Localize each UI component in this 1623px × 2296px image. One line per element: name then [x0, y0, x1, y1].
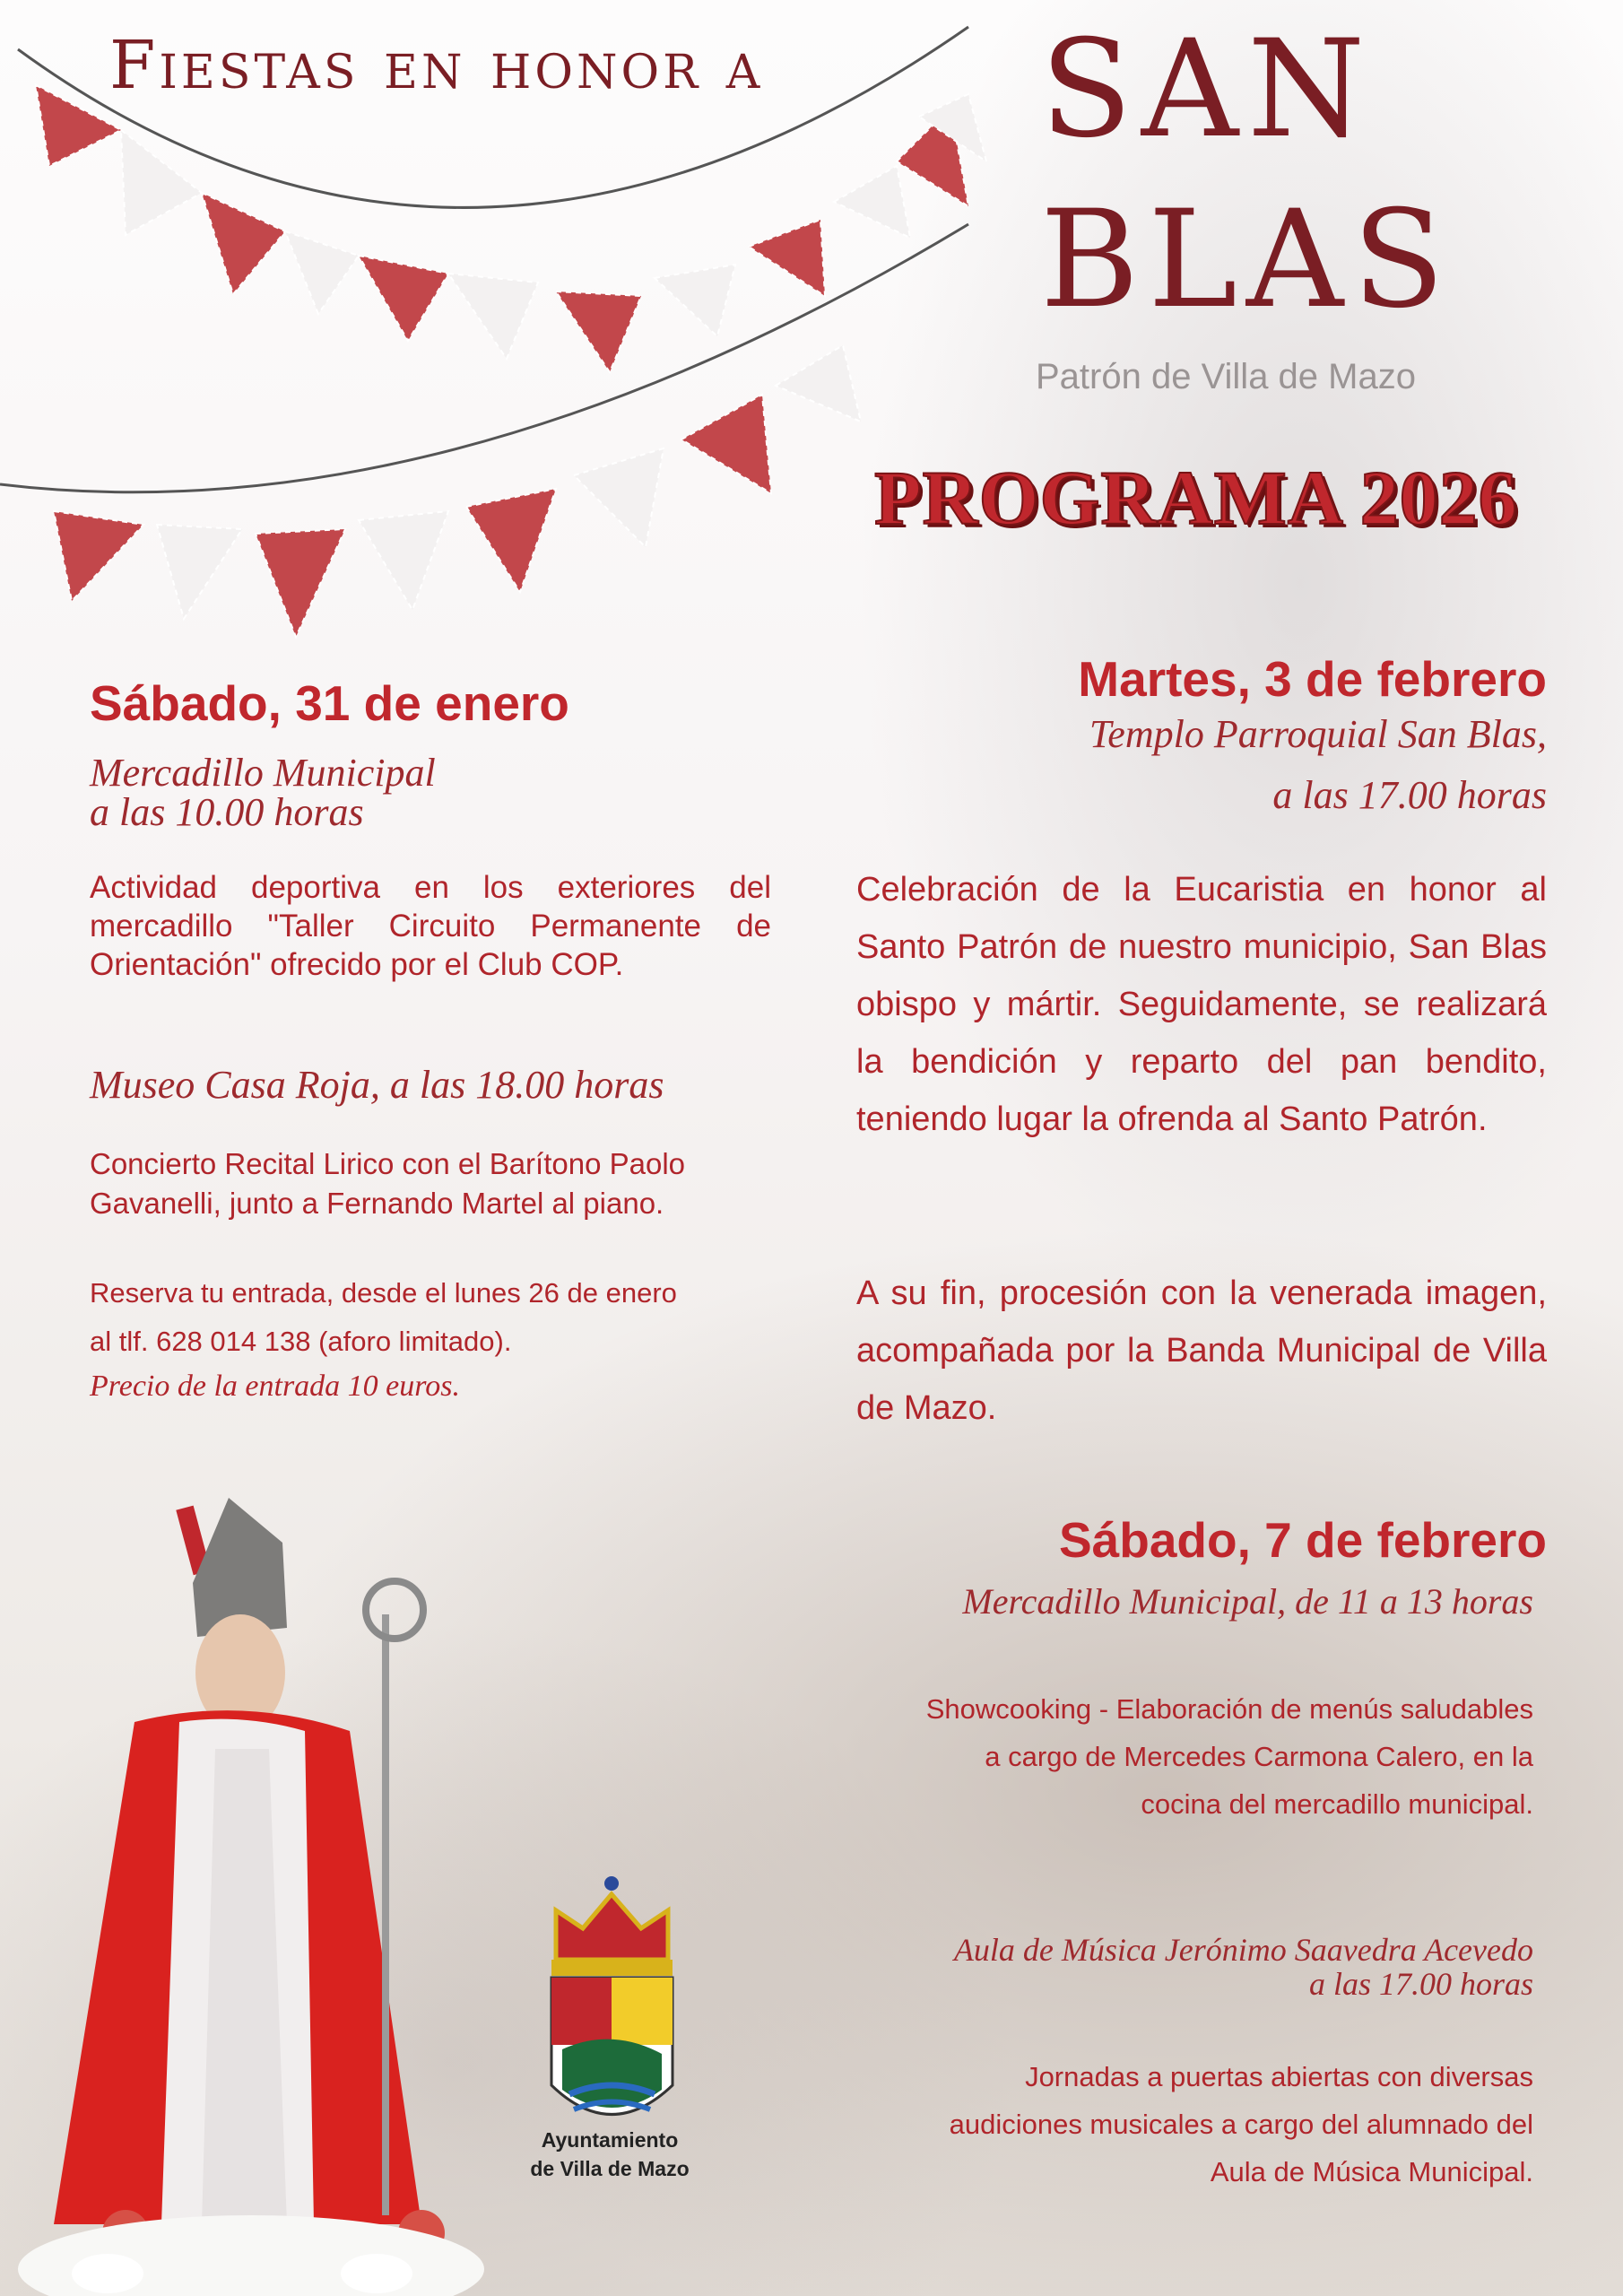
bunting-flag [121, 130, 202, 235]
day2-time: a las 17.00 horas [1272, 773, 1547, 817]
bunting-flag [681, 395, 771, 493]
programa-title: PROGRAMA 2026 [874, 455, 1518, 541]
day3-showcooking-line3: cocina del mercadillo municipal. [1141, 1788, 1533, 1820]
day3-place: Mercadillo Municipal, de 11 a 13 horas [962, 1581, 1533, 1622]
bunting-flag [54, 511, 143, 601]
day1-reserve-line1: Reserva tu entrada, desde el lunes 26 de enero [90, 1277, 677, 1309]
bunting-flag [202, 193, 285, 294]
bunting-flag [256, 529, 345, 637]
day1-concert: Concierto Recital Lirico con el Barítono Paolo Gavanelli, junto a Fernando Martel al piano. [90, 1147, 686, 1220]
day3-time2: a las 17.00 horas [1308, 1966, 1533, 2002]
day3-jornadas-line1: Jornadas a puertas abiertas con diversas [1025, 2061, 1533, 2092]
title-blas: BLAS [1040, 182, 1454, 338]
title-san: SAN [1040, 12, 1375, 168]
bunting-flag [359, 511, 448, 610]
day1-time: a las 10.00 horas [90, 790, 364, 834]
bunting-flag [556, 291, 641, 372]
day2-heading: Martes, 3 de febrero [1078, 651, 1547, 707]
bunting-flag [776, 345, 861, 422]
day1-place: Mercadillo Municipal [90, 751, 436, 795]
bunting-flag [285, 231, 359, 314]
day1-heading: Sábado, 31 de enero [90, 675, 569, 731]
day2-place: Templo Parroquial San Blas, [1089, 712, 1547, 756]
patron-subtitle: Patrón de Villa de Mazo [1036, 357, 1416, 396]
bunting-flag [834, 166, 910, 238]
ayuntamiento-name-line2: de Villa de Mazo [530, 2157, 690, 2180]
bunting-flag [157, 525, 242, 619]
festival-title-line: Fiestas en honor a [109, 27, 764, 104]
day3-showcooking-line2: a cargo de Mercedes Carmona Calero, en la [985, 1741, 1533, 1772]
bunting-flag [36, 85, 121, 166]
day3-showcooking-line1: Showcooking - Elaboración de menús saludables [925, 1693, 1533, 1725]
day1-reserve-line2: al tlf. 628 014 138 (aforo limitado). [90, 1326, 512, 1357]
bunting-flag [359, 256, 448, 341]
bunting-flag [448, 274, 538, 359]
day1-activity: Actividad deportiva en los exteriores del mercadillo "Taller Circuito Permanente de Orientación" ofrecido por el Club COP. [90, 870, 771, 982]
day3-heading: Sábado, 7 de febrero [1058, 1512, 1547, 1568]
day1-price: Precio de la entrada 10 euros. [90, 1370, 460, 1403]
bunting-flag [574, 448, 664, 547]
san-blas-statue-image [0, 1480, 502, 2296]
day3-jornadas-line3: Aula de Música Municipal. [1210, 2156, 1533, 2187]
day3-jornadas-line2: audiciones musicales a cargo del alumnado del [949, 2109, 1533, 2140]
bunting-flag [749, 220, 825, 296]
day1-place2: Museo Casa Roja, a las 18.00 horas [90, 1063, 664, 1107]
day3-place2: Aula de Música Jerónimo Saavedra Acevedo [953, 1932, 1533, 1968]
day2-celebration: Celebración de la Eucaristia en honor al Santo Patrón de nuestro municipio, San Blas obispo y mártir. Seguidamente, se realizará la bendición y reparto del pan bendito, teniendo lugar la ofrenda al Santo Patrón. [856, 871, 1547, 1138]
bunting-flag [655, 265, 735, 336]
ayuntamiento-name-line1: Ayuntamiento [541, 2128, 679, 2152]
bunting-flag [466, 489, 556, 592]
day2-procession: A su fin, procesión con la venerada imagen, acompañada por la Banda Municipal de Villa de Mazo. [856, 1274, 1547, 1427]
